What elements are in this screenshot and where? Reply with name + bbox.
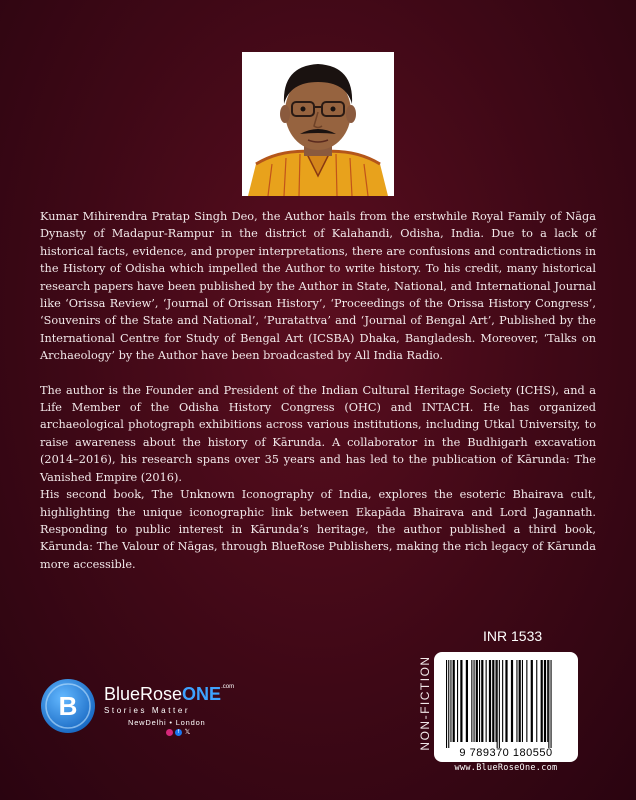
- logo-letter: B: [58, 691, 78, 721]
- isbn-barcode: [434, 652, 578, 762]
- genre-label: NON-FICTION: [418, 655, 432, 751]
- barcode-bar: [474, 660, 475, 742]
- publisher-name-main: BlueRose: [104, 684, 183, 704]
- logo-mark-icon: [40, 678, 96, 734]
- barcode-bar: [522, 660, 523, 742]
- barcode-bar: [505, 660, 507, 742]
- bio-paragraph-2: The author is the Founder and President of the Indian Cultural Heritage Society (ICHS), and a Life Member of the Odisha History Congress (OHC) and INTACH. He has organized archaeological photograph exhibitions across various institutions, including Utkal University, to raise awareness about the history of Kārunda. A collaborator in the Budhigarh excavation (2014–2016), his research spans over 35 years and has led to the publication of Kārunda: The Vanished Empire (2016).: [40, 383, 596, 484]
- barcode-bar: [497, 660, 498, 748]
- author-bio: [40, 208, 596, 573]
- barcode-bar: [519, 660, 521, 742]
- barcode-bar: [536, 660, 537, 742]
- barcode-bar: [544, 660, 546, 742]
- social-icons: [166, 729, 191, 736]
- barcode-bars: [434, 652, 578, 748]
- barcode-bar: [448, 660, 449, 748]
- barcode-bar: [486, 660, 487, 742]
- barcode-bar: [479, 660, 480, 742]
- barcode-bar: [502, 660, 503, 742]
- barcode-bar: [496, 660, 497, 742]
- barcode-bar: [460, 660, 462, 742]
- publisher-logo: [40, 676, 250, 746]
- publisher-name-suffix: .com: [221, 684, 235, 690]
- barcode-bar: [457, 660, 458, 742]
- facebook-icon: f: [175, 729, 182, 736]
- instagram-icon: [166, 729, 173, 736]
- publisher-website: www.BlueRoseOne.com: [454, 763, 558, 773]
- barcode-bar: [466, 660, 468, 742]
- publisher-tagline: Stories Matter: [104, 706, 191, 715]
- barcode-bar: [516, 660, 517, 742]
- author-photo: [242, 52, 394, 196]
- publisher-cities: NewDelhi • London: [128, 718, 206, 727]
- barcode-bar: [499, 660, 500, 748]
- barcode-bar: [531, 660, 533, 742]
- barcode-bar: [476, 660, 478, 742]
- barcode-bar: [450, 660, 451, 742]
- barcode-bar: [526, 660, 527, 742]
- barcode-bar: [481, 660, 483, 742]
- barcode-bar: [489, 660, 491, 742]
- isbn-number: 9 789370 180550: [459, 747, 553, 759]
- barcode-bar: [551, 660, 552, 748]
- price-label: INR 1533: [483, 628, 543, 644]
- barcode-bar: [511, 660, 513, 742]
- x-icon: 𝕏: [184, 729, 191, 736]
- bio-paragraph-1: Kumar Mihirendra Pratap Singh Deo, the Author hails from the erstwhile Royal Family of Nāga Dynasty of Madapur-Rampur in the district of Kalahandi, Odisha, India. Due to a lack of historical facts, evidence, and proper interpretations, there are confusions and contradictions in the History of Odisha which impelled the Author to write history. To his credit, many historical research papers have been published by the Author in State, National, and International Journal like ‘Orissa Review’, ‘Journal of Orissan History’, ‘Proceedings of the Orissa History Congress’, ‘Souvenirs of the State and National’, ‘Puratattva’ and ‘Journal of Bengal Art’, Published by the International Centre for Study of Bengal Art (ICSBA) Dhaka, Bangladesh. Moreover, ‘Talks on Archaeology’ by the Author have been broadcasted by All India Radio.: [40, 210, 596, 363]
- barcode-bar: [471, 660, 472, 742]
- barcode-bar: [541, 660, 543, 742]
- publisher-name: [104, 684, 234, 705]
- publisher-name-accent: ONE: [182, 684, 222, 704]
- barcode-bar: [492, 660, 494, 742]
- barcode-bar: [446, 660, 447, 748]
- barcode-bar: [548, 660, 549, 748]
- bio-paragraph-3: His second book, The Unknown Iconography of India, explores the esoteric Bhairava cult, highlighting the unique iconographic link between Ekapāda Bhairava and Lord Jagannath. Responding to public interest in Kārunda’s heritage, the author published a third book, Kārunda: The Valour of Nāgas, through BlueRose Publishers, making the rich legacy of Kārunda more accessible.: [40, 488, 596, 571]
- barcode-bar: [453, 660, 455, 742]
- barcode-bar: [547, 660, 548, 742]
